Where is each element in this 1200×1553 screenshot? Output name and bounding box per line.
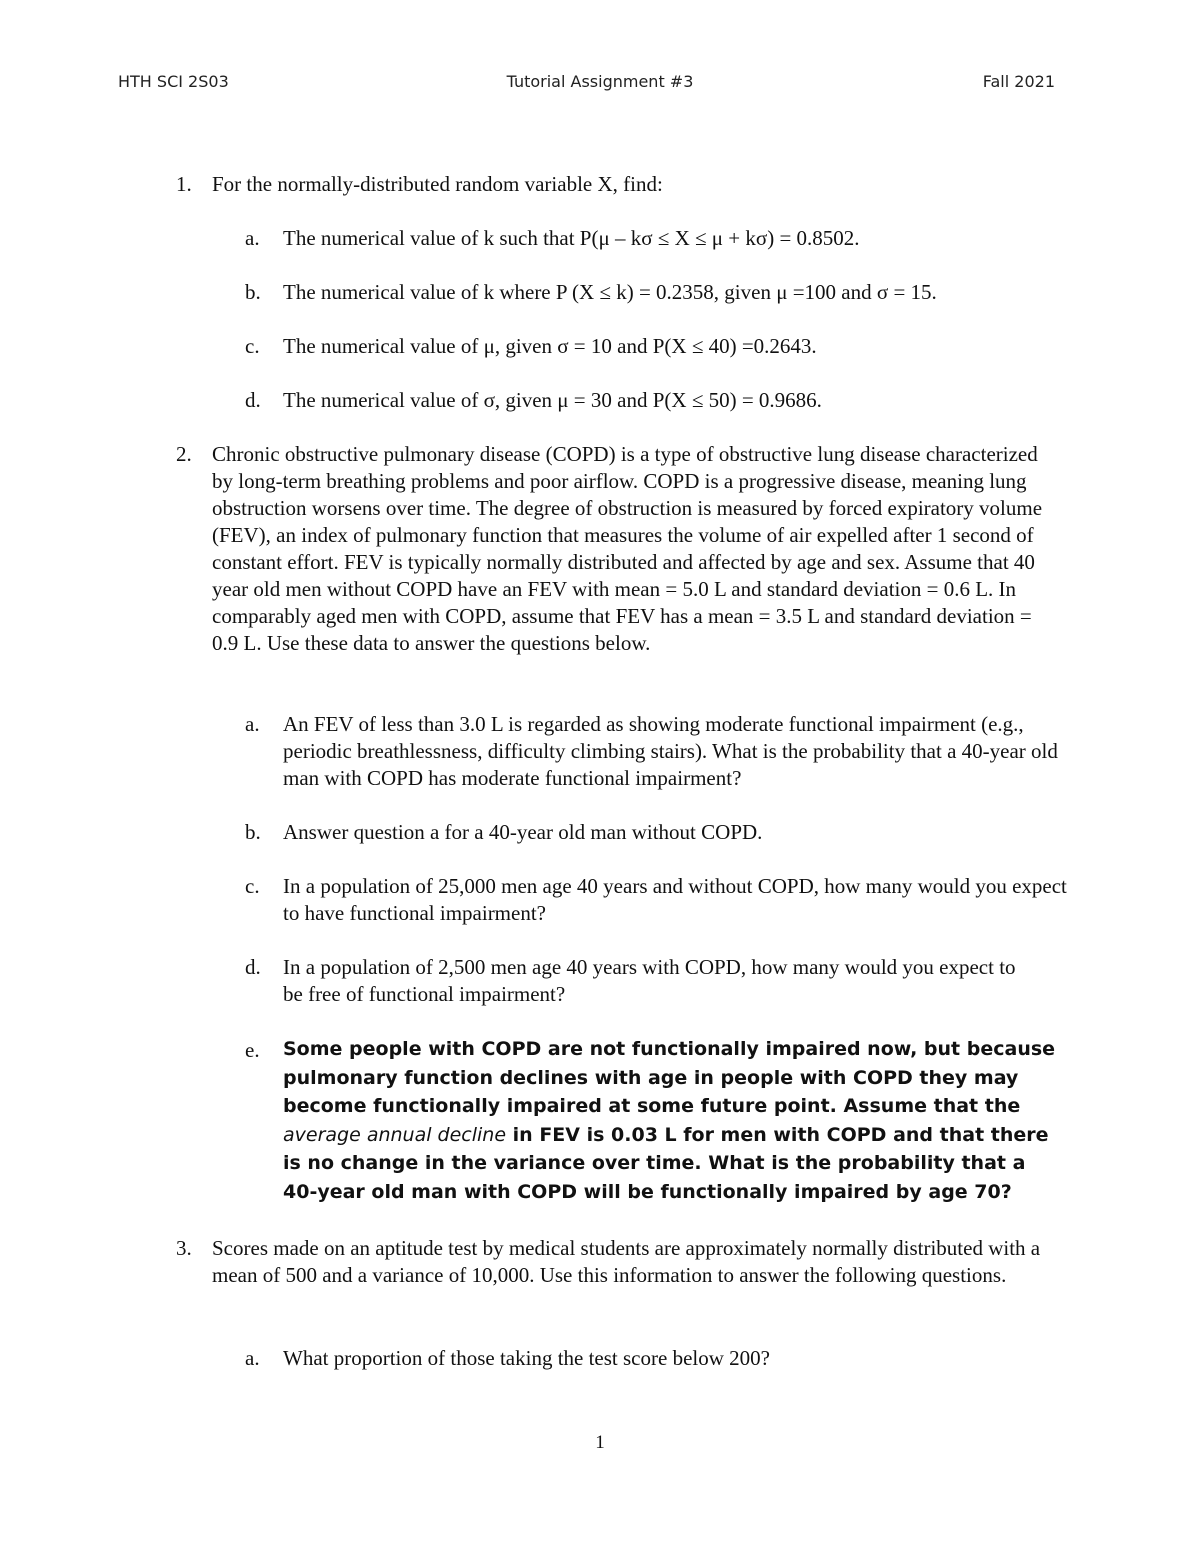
assignment-title: Tutorial Assignment #3: [506, 72, 694, 91]
part-text: In a population of 2,500 men age 40 years with COPD, how many would you expect to be free of functional impairment?: [283, 955, 1016, 1006]
term: Fall 2021: [982, 72, 1055, 91]
page-number: 1: [595, 1432, 605, 1453]
question-number: 2.: [176, 442, 192, 466]
part-label: b.: [245, 280, 261, 304]
part-text-segment: Some people with COPD are not functionally impaired now, but because pulmonary function declines with age in people with COPD they may become functionally impaired at some future point. Assume that the: [283, 1038, 1056, 1117]
question-text: Scores made on an aptitude test by medical students are approximately normally distributed with a mean of 500 and a variance of 10,000. Use this information to answer the following questions.: [212, 1236, 1041, 1287]
question-text: For the normally-distributed random variable X, find:: [212, 172, 663, 196]
part-text-bold: [283, 1035, 1063, 1206]
part-label: b.: [245, 820, 261, 844]
part-label: a.: [245, 1346, 260, 1370]
part-label: e.: [245, 1038, 260, 1062]
course-code: HTH SCI 2S03: [118, 72, 229, 91]
part-text-segment: in FEV is 0.03 L for men with COPD and that there is no change in the variance over time. What is the probability that a 40-year old man with COPD will be functionally impaired by age 70?: [283, 1123, 1049, 1203]
part-text: The numerical value of k where P (X ≤ k) = 0.2358, given μ =100 and σ = 15.: [283, 280, 937, 304]
part-text: An FEV of less than 3.0 L is regarded as showing moderate functional impairment (e.g., periodic breathlessness, difficulty climbing stairs). What is the probability that a 40-year old man with COPD has moderate functional impairment?: [283, 712, 1058, 790]
question-number: 3.: [176, 1236, 192, 1260]
part-label: a.: [245, 712, 260, 736]
part-label: d.: [245, 955, 261, 979]
question-text: Chronic obstructive pulmonary disease (COPD) is a type of obstructive lung disease characterized by long-term breathing problems and poor airflow. COPD is a progressive disease, meaning lung obstruction worsens over time. The degree of obstruction is measured by forced expiratory volume (FEV), an index of pulmonary function that measures the volume of air expelled after 1 second of constant effort. FEV is typically normally distributed and affected by age and sex. Assume that 40 year old men without COPD have an FEV with mean = 5.0 L and standard deviation = 0.6 L. In comparably aged men with COPD, assume that FEV has a mean = 3.5 L and standard deviation = 0.9 L. Use these data to answer the questions below.: [212, 442, 1043, 655]
part-label: a.: [245, 226, 260, 250]
part-label: c.: [245, 334, 260, 358]
question-number: 1.: [176, 172, 192, 196]
part-label: d.: [245, 388, 261, 412]
part-text: What proportion of those taking the test score below 200?: [283, 1346, 770, 1370]
part-text: In a population of 25,000 men age 40 years and without COPD, how many would you expect to have functional impairment?: [283, 874, 1067, 925]
part-text: The numerical value of k such that P(μ – kσ ≤ X ≤ μ + kσ) = 0.8502.: [283, 226, 860, 250]
part-label: c.: [245, 874, 260, 898]
part-text: The numerical value of μ, given σ = 10 and P(X ≤ 40) =0.2643.: [283, 334, 817, 358]
part-text: The numerical value of σ, given μ = 30 and P(X ≤ 50) = 0.9686.: [283, 388, 822, 412]
part-text: Answer question a for a 40-year old man without COPD.: [283, 820, 763, 844]
part-text-italic: average annual decline: [283, 1123, 507, 1146]
